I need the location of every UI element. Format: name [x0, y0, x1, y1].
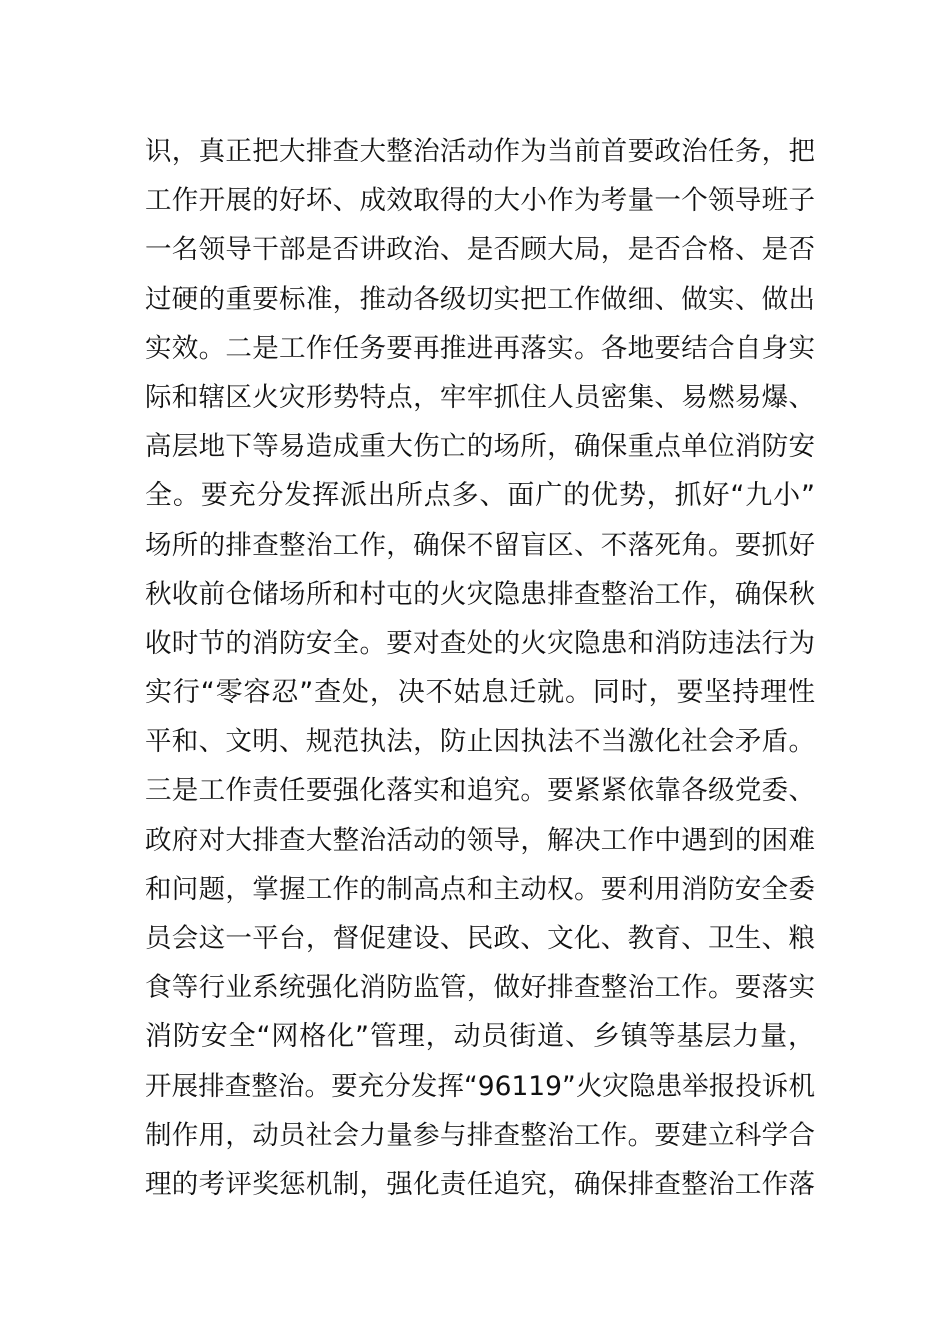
text-line: 和问题，掌握工作的制高点和主动权。要利用消防安全委 — [145, 873, 815, 905]
text-line: 高层地下等易造成重大伤亡的场所，确保重点单位消防安 — [145, 431, 815, 463]
text-line: 开展排查整治。要充分发挥“96119”火灾隐患举报投诉机 — [145, 1070, 815, 1102]
text-line: 一名领导干部是否讲政治、是否顾大局，是否合格、是否 — [145, 234, 815, 266]
text-line: 制作用，动员社会力量参与排查整治工作。要建立科学合 — [145, 1119, 815, 1151]
text-line: 食等行业系统强化消防监管，做好排查整治工作。要落实 — [145, 972, 815, 1004]
text-line: 政府对大排查大整治活动的领导，解决工作中遇到的困难 — [145, 824, 815, 856]
text-line: 平和、文明、规范执法，防止因执法不当激化社会矛盾。 — [145, 726, 815, 758]
text-line: 三是工作责任要强化落实和追究。要紧紧依靠各级党委、 — [145, 775, 815, 807]
text-line: 秋收前仓储场所和村屯的火灾隐患排查整治工作，确保秋 — [145, 578, 815, 610]
text-line: 识，真正把大排查大整治活动作为当前首要政治任务，把 — [145, 136, 815, 167]
body-text — [145, 127, 815, 1209]
text-line: 实效。二是工作任务要再推进再落实。各地要结合自身实 — [145, 332, 815, 364]
text-line: 场所的排查整治工作，确保不留盲区、不落死角。要抓好 — [145, 529, 815, 561]
text-line: 收时节的消防安全。要对查处的火灾隐患和消防违法行为 — [145, 627, 815, 659]
text-line: 消防安全“网格化”管理，动员街道、乡镇等基层力量， — [145, 1021, 815, 1053]
text-line: 理的考评奖惩机制，强化责任追究，确保排查整治工作落 — [145, 1168, 815, 1200]
text-line: 全。要充分发挥派出所点多、面广的优势，抓好“九小” — [145, 480, 815, 512]
text-line: 工作开展的好坏、成效取得的大小作为考量一个领导班子 — [145, 185, 815, 217]
text-line: 过硬的重要标准，推动各级切实把工作做细、做实、做出 — [145, 283, 815, 315]
text-line: 员会这一平台，督促建设、民政、文化、教育、卫生、粮 — [145, 923, 815, 954]
text-line: 实行“零容忍”查处，决不姑息迁就。同时，要坚持理性 — [145, 677, 815, 709]
text-line: 际和辖区火灾形势特点，牢牢抓住人员密集、易燃易爆、 — [145, 381, 815, 413]
